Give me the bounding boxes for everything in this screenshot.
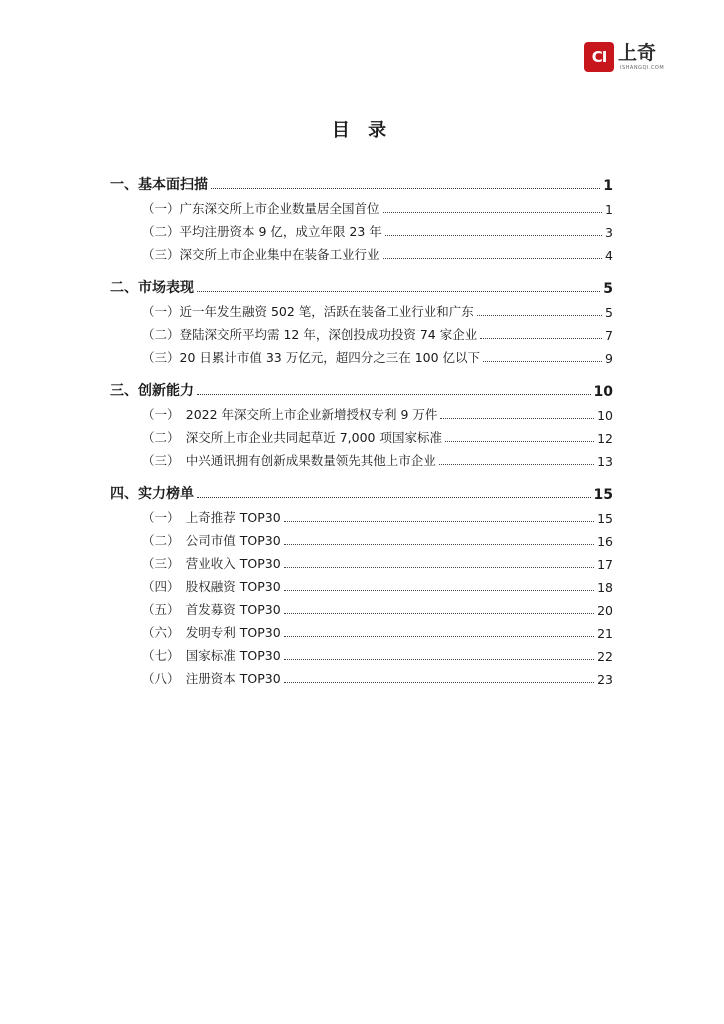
toc-leader-dots — [284, 636, 594, 637]
toc-entry[interactable] — [142, 595, 613, 618]
toc-leader-dots — [284, 613, 594, 614]
logo-name-en: ISHANGQI.COM — [620, 65, 665, 71]
toc-leader-dots — [284, 659, 594, 660]
toc-entry[interactable] — [142, 503, 613, 526]
toc-leader-dots — [445, 441, 594, 442]
toc-leader-dots — [383, 258, 603, 259]
toc-entry[interactable] — [142, 423, 613, 446]
brand-logo — [584, 40, 692, 80]
toc-heading-page: 5 — [603, 281, 613, 297]
toc-entry[interactable] — [142, 618, 613, 641]
toc-leader-dots — [440, 418, 594, 419]
table-of-contents — [0, 170, 724, 697]
toc-entry-page: 16 — [597, 534, 613, 549]
toc-entry-page: 3 — [605, 225, 613, 240]
toc-section — [0, 376, 724, 469]
page-title: 目 录 — [331, 120, 393, 141]
toc-entry-page: 13 — [597, 454, 613, 469]
toc-heading-title: 一、基本面扫描 — [110, 177, 208, 193]
toc-leader-dots — [439, 464, 594, 465]
toc-entry[interactable] — [142, 641, 613, 664]
toc-entry-label: （七） 国家标准 TOP30 — [142, 648, 281, 663]
toc-entry[interactable] — [142, 526, 613, 549]
logo-mark-text: CI — [591, 48, 607, 66]
toc-heading[interactable] — [110, 376, 613, 400]
toc-leader-dots — [284, 544, 594, 545]
toc-entry-label: （二）平均注册资本 9 亿，成立年限 23 年 — [142, 224, 382, 239]
toc-entry-label: （六） 发明专利 TOP30 — [142, 625, 281, 640]
toc-leader-dots — [284, 521, 594, 522]
toc-entry-label: （一）近一年发生融资 502 笔，活跃在装备工业行业和广东 — [142, 304, 474, 319]
toc-leader-dots — [385, 235, 602, 236]
toc-entry[interactable] — [142, 194, 613, 217]
toc-entry-label: （三） 营业收入 TOP30 — [142, 556, 281, 571]
toc-entry[interactable] — [142, 217, 613, 240]
toc-entry-page: 20 — [597, 603, 613, 618]
toc-entry[interactable] — [142, 297, 613, 320]
logo-name-cn: 上奇 — [618, 42, 657, 64]
toc-entry[interactable] — [142, 664, 613, 687]
toc-heading-page: 15 — [593, 487, 613, 503]
toc-entry-label: （二）登陆深交所平均需 12 年，深创投成功投资 74 家企业 — [142, 327, 478, 342]
toc-entry-page: 5 — [605, 305, 613, 320]
toc-entry-page: 15 — [597, 511, 613, 526]
toc-entry-label: （一） 上奇推荐 TOP30 — [142, 510, 281, 525]
toc-heading-title: 二、市场表现 — [110, 280, 194, 296]
toc-leader-dots — [483, 361, 602, 362]
toc-entry[interactable] — [142, 446, 613, 469]
toc-heading[interactable] — [110, 479, 613, 503]
toc-entry-page: 1 — [605, 202, 613, 217]
toc-entry-page: 12 — [597, 431, 613, 446]
toc-leader-dots — [211, 188, 600, 189]
toc-entry-page: 7 — [605, 328, 613, 343]
toc-entry-page: 9 — [605, 351, 613, 366]
toc-heading-title: 四、实力榜单 — [110, 486, 194, 502]
toc-entry[interactable] — [142, 549, 613, 572]
toc-leader-dots — [480, 338, 602, 339]
toc-leader-dots — [477, 315, 602, 316]
toc-entry-page: 22 — [597, 649, 613, 664]
toc-entry-page: 17 — [597, 557, 613, 572]
toc-heading-page: 1 — [603, 178, 613, 194]
toc-entry-label: （一） 2022 年深交所上市企业新增授权专利 9 万件 — [142, 407, 438, 422]
toc-leader-dots — [284, 590, 594, 591]
toc-entry-label: （三）20 日累计市值 33 万亿元，超四分之三在 100 亿以下 — [142, 350, 481, 365]
toc-entry-label: （二） 公司市值 TOP30 — [142, 533, 281, 548]
toc-entry-label: （四） 股权融资 TOP30 — [142, 579, 281, 594]
toc-entry-page: 21 — [597, 626, 613, 641]
toc-leader-dots — [197, 291, 600, 292]
toc-entry-label: （五） 首发募资 TOP30 — [142, 602, 281, 617]
toc-leader-dots — [197, 394, 591, 395]
toc-entry[interactable] — [142, 572, 613, 595]
logo-mark-icon — [584, 42, 614, 72]
toc-entry[interactable] — [142, 400, 613, 423]
toc-section — [0, 273, 724, 366]
toc-leader-dots — [383, 212, 603, 213]
toc-entry-label: （二） 深交所上市企业共同起草近 7,000 项国家标准 — [142, 430, 442, 445]
toc-entry[interactable] — [142, 320, 613, 343]
toc-entry-page: 10 — [597, 408, 613, 423]
toc-section — [0, 479, 724, 687]
toc-heading-page: 10 — [593, 384, 613, 400]
toc-heading[interactable] — [110, 273, 613, 297]
toc-entry-page: 23 — [597, 672, 613, 687]
toc-heading-title: 三、创新能力 — [110, 383, 194, 399]
toc-section — [0, 170, 724, 263]
toc-entry-page: 4 — [605, 248, 613, 263]
toc-leader-dots — [284, 682, 594, 683]
toc-leader-dots — [284, 567, 594, 568]
toc-entry-label: （一）广东深交所上市企业数量居全国首位 — [142, 201, 380, 216]
toc-leader-dots — [197, 497, 591, 498]
toc-entry-label: （三） 中兴通讯拥有创新成果数量领先其他上市企业 — [142, 453, 436, 468]
toc-heading[interactable] — [110, 170, 613, 194]
toc-entry-page: 18 — [597, 580, 613, 595]
toc-entry-label: （八） 注册资本 TOP30 — [142, 671, 281, 686]
toc-entry-label: （三）深交所上市企业集中在装备工业行业 — [142, 247, 380, 262]
toc-entry[interactable] — [142, 240, 613, 263]
toc-entry[interactable] — [142, 343, 613, 366]
